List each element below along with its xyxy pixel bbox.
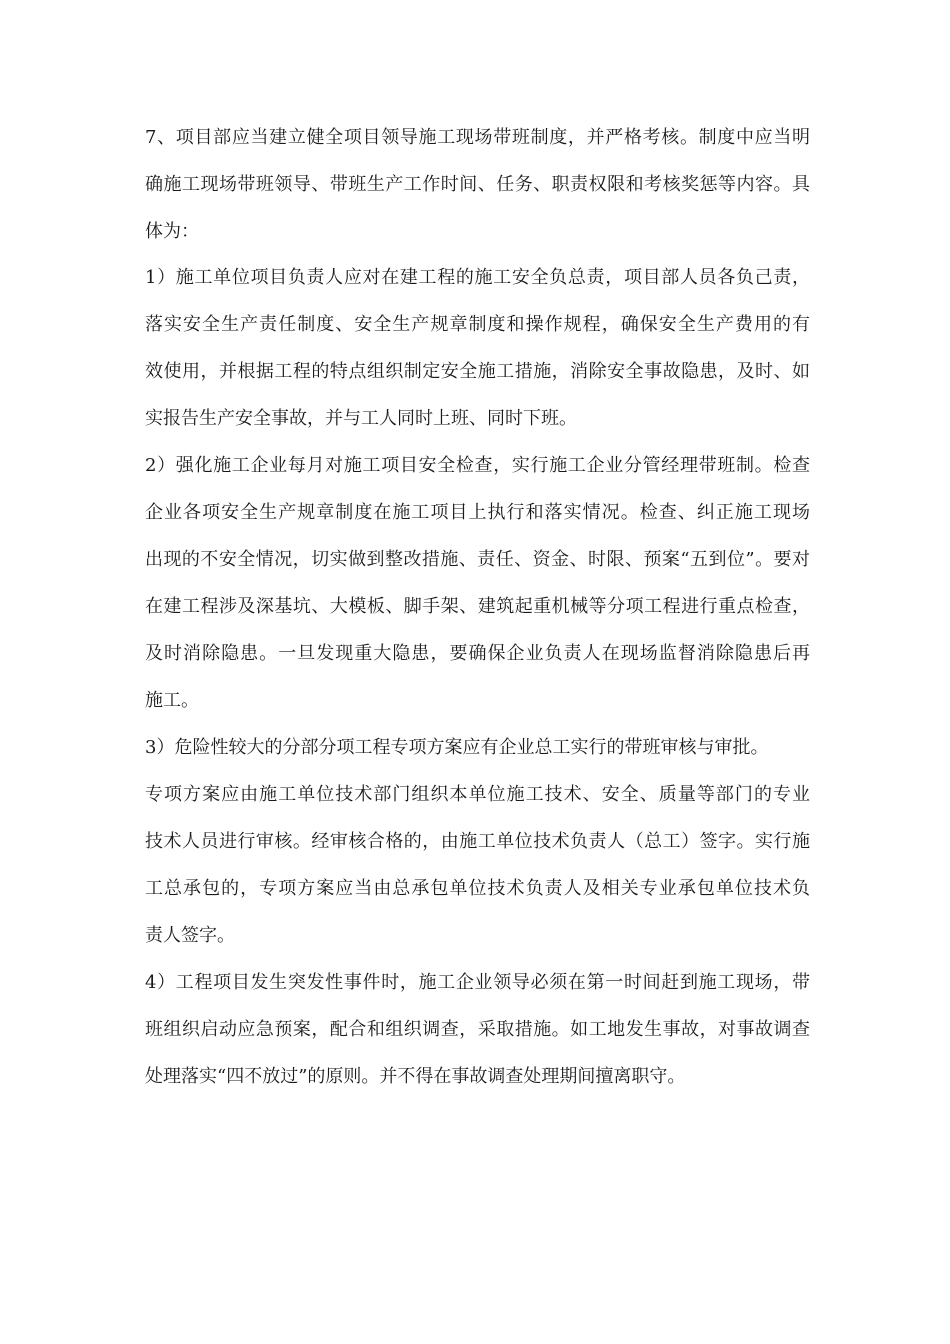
- text-line: 3）危险性较大的分部分项工程专项方案应有企业总工实行的带班审核与审批。: [145, 737, 769, 758]
- text-line: 效使用，并根据工程的特点组织制定安全施工措施，消除安全事故隐患，及时、如: [145, 361, 810, 382]
- text-line: 企业各项安全生产规章制度在施工项目上执行和落实情况。检查、纠正施工现场: [145, 502, 810, 523]
- paragraph-item-2: [145, 456, 810, 711]
- text-line: 确施工现场带班领导、带班生产工作时间、任务、职责权限和考核奖惩等内容。具: [145, 174, 810, 195]
- paragraph-intro: [145, 128, 810, 242]
- text-line: 责人签字。: [145, 925, 235, 946]
- text-line: 7、项目部应当建立健全项目领导施工现场带班制度，并严格考核。制度中应当明: [145, 127, 810, 148]
- text-line: 施工。: [145, 690, 199, 711]
- text-line: 体为：: [145, 221, 199, 242]
- text-line: 4）工程项目发生突发性事件时，施工企业领导必须在第一时间赶到施工现场，带: [145, 972, 810, 993]
- text-line: 及时消除隐患。一旦发现重大隐患，要确保企业负责人在现场监督消除隐患后再: [145, 643, 810, 664]
- paragraph-item-3: [145, 738, 810, 946]
- text-line: 出现的不安全情况，切实做到整改措施、责任、资金、时限、预案“五到位”。要对: [145, 549, 810, 570]
- text-line: 班组织启动应急预案，配合和组织调查，采取措施。如工地发生事故，对事故调查: [145, 1019, 810, 1040]
- text-line: 专项方案应由施工单位技术部门组织本单位施工技术、安全、质量等部门的专业: [145, 784, 810, 805]
- text-line: 在建工程涉及深基坑、大模板、脚手架、建筑起重机械等分项工程进行重点检查，: [145, 596, 810, 617]
- text-line: 2）强化施工企业每月对施工项目安全检查，实行施工企业分管经理带班制。检查: [145, 455, 810, 476]
- text-line: 落实安全生产责任制度、安全生产规章制度和操作规程，确保安全生产费用的有: [145, 314, 810, 335]
- paragraph-item-1: [145, 268, 810, 429]
- text-line: 1）施工单位项目负责人应对在建工程的施工安全负总责，项目部人员各负己责，: [145, 267, 810, 288]
- text-line: 工总承包的，专项方案应当由总承包单位技术负责人及相关专业承包单位技术负: [145, 878, 810, 899]
- text-line: 处理落实“四不放过”的原则。并不得在事故调查处理期间擅离职守。: [145, 1066, 686, 1087]
- document-body: [145, 120, 810, 1087]
- text-line: 技术人员进行审核。经审核合格的，由施工单位技术负责人（总工）签字。实行施: [145, 831, 810, 852]
- paragraph-item-4: [145, 973, 810, 1087]
- text-line: 实报告生产安全事故，并与工人同时上班、同时下班。: [145, 408, 577, 429]
